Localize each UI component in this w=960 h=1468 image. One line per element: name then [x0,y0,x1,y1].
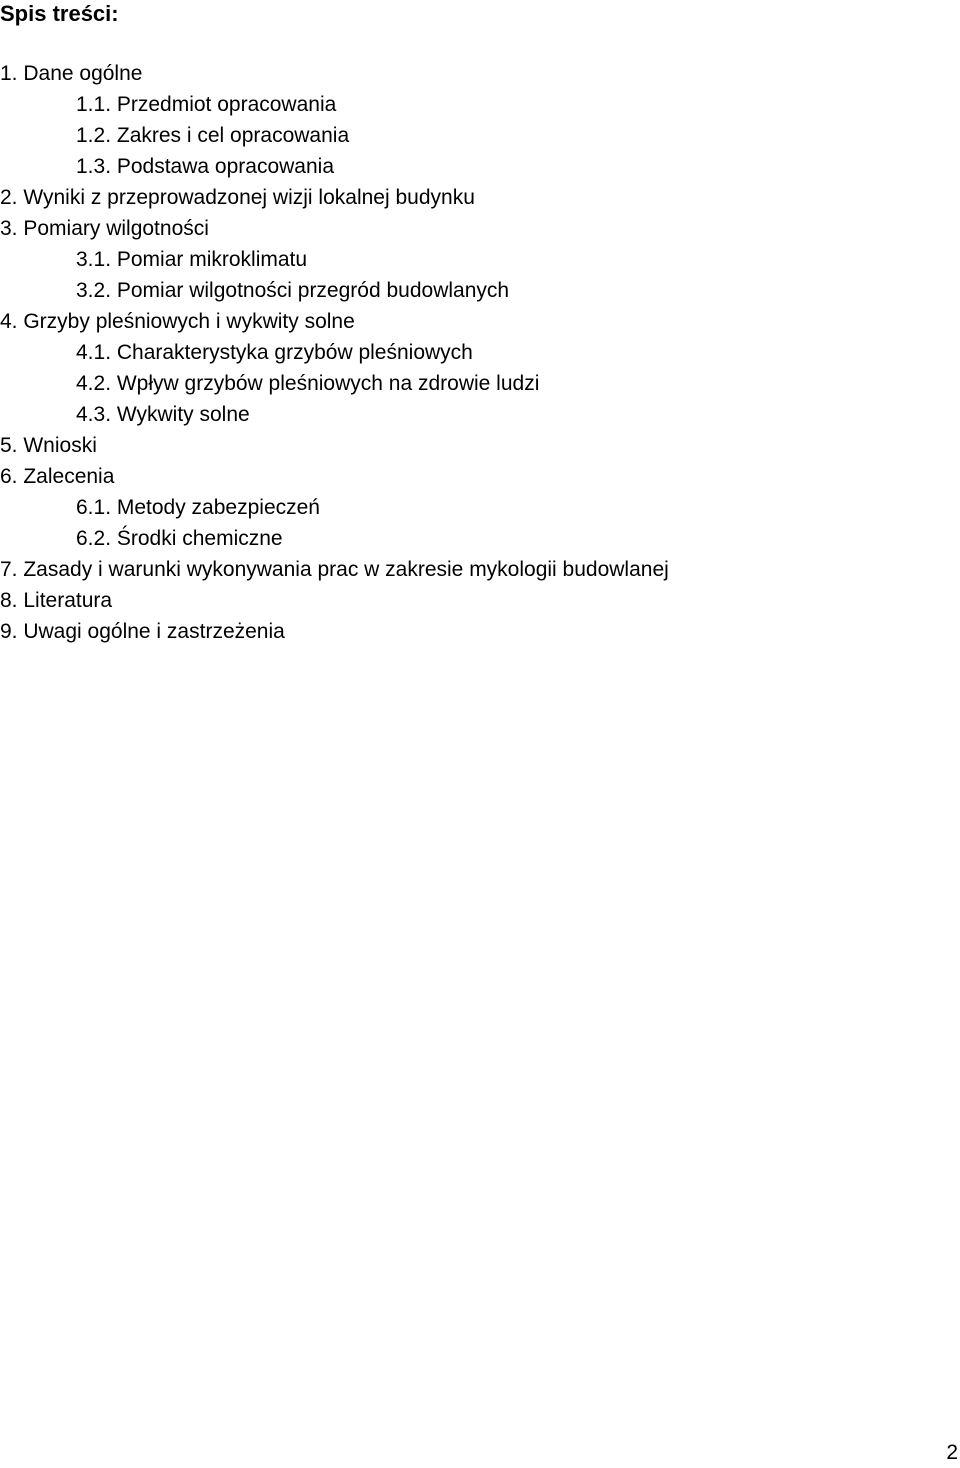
toc-item: 7. Zasady i warunki wykonywania prac w zakresie mykologii budowlanej [0,558,669,581]
toc-subitem: 6.1. Metody zabezpieczeń [76,496,320,519]
toc-item: 1. Dane ogólne [0,62,143,85]
toc-title: Spis treści: [0,1,119,26]
toc-item: 6. Zalecenia [0,465,115,488]
toc-item: 2. Wyniki z przeprowadzonej wizji lokalnej budynku [0,186,475,209]
toc-subitem: 1.2. Zakres i cel opracowania [76,124,350,147]
toc-item: 5. Wnioski [0,434,97,457]
toc-subitem: 4.2. Wpływ grzybów pleśniowych na zdrowie ludzi [76,372,540,395]
toc-subitem: 4.1. Charakterystyka grzybów pleśniowych [76,341,473,364]
toc-item: 4. Grzyby pleśniowych i wykwity solne [0,310,355,333]
toc-item: 9. Uwagi ogólne i zastrzeżenia [0,620,285,643]
toc-subitem: 3.1. Pomiar mikroklimatu [76,248,308,271]
page-number: 2 [946,1441,958,1464]
toc-subitem: 1.3. Podstawa opracowania [76,155,334,178]
toc-item: 3. Pomiary wilgotności [0,217,209,240]
toc-subitem: 6.2. Środki chemiczne [76,527,283,550]
toc-item: 8. Literatura [0,589,113,612]
toc-subitem: 3.2. Pomiar wilgotności przegród budowlanych [76,279,510,302]
toc-subitem: 1.1. Przedmiot opracowania [76,93,337,116]
toc-list [0,58,669,647]
toc-subitem: 4.3. Wykwity solne [76,403,250,426]
